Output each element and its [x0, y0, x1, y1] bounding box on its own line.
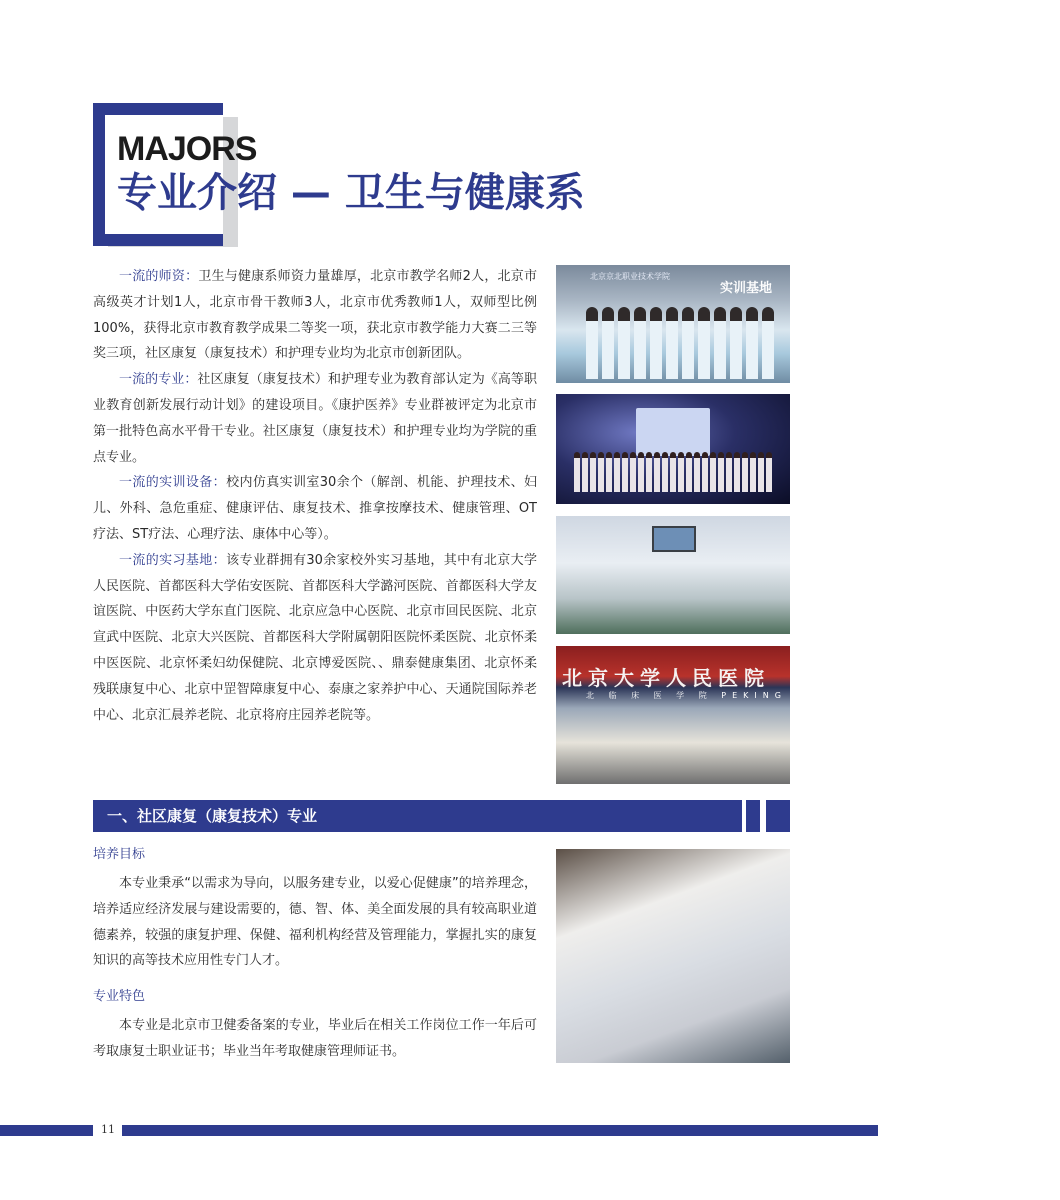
section-bar-accent	[746, 800, 760, 832]
feature-text	[93, 1013, 537, 1065]
feature-paragraph: 本专业是北京市卫健委备案的专业，毕业后在相关工作岗位工作一年后可考取康复士职业证书；毕业当年考取健康管理师证书。	[93, 1018, 537, 1059]
photo-stage-ceremony	[556, 394, 790, 504]
photo-faculty-group	[556, 265, 790, 383]
intro-body: 社区康复（康复技术）和护理专业为教育部认定为《高等职业教育创新发展行动计划》的建设项目。《康护医养》专业群被评定为北京市第一批特色高水平骨干专业。社区康复（康复技术）和护理专业均为学院的重点专业。	[93, 372, 537, 465]
goal-heading: 培养目标	[93, 847, 146, 862]
intro-text	[93, 264, 537, 728]
section-bar-main	[93, 800, 742, 832]
footer-bar-right	[122, 1125, 878, 1136]
hospital-sign: 北京大学人民医院	[562, 666, 770, 690]
photo-rehab-practice	[556, 849, 790, 1063]
page-number: 11	[101, 1123, 115, 1136]
intro-body: 该专业群拥有30余家校外实习基地，其中有北京大学人民医院、首都医科大学佑安医院、首都医科大学潞河医院、首都医科大学友谊医院、中医药大学东直门医院、北京应急中心医院、北京市回民医院、北京宣武中医院、北京大兴医院、首都医科大学附属朝阳医院怀柔医院、北京怀柔中医医院、北京怀柔妇幼保健院、北京博爱医院、、鼎泰健康集团、北京怀柔残联康复中心、北京中罡智障康复中心、泰康之家养护中心、天通院国际养老中心、北京汇晨养老院、北京将府庄园养老院等。	[93, 552, 537, 723]
intro-paragraph-internship	[93, 548, 537, 729]
goal-text	[93, 871, 537, 974]
intro-body: 校内仿真实训室30余个（解剖、机能、护理技术、妇儿、外科、急危重症、健康评估、康复技术、推拿按摩技术、健康管理、OT疗法、ST疗法、心理疗法、康体中心等）。	[93, 475, 537, 542]
intro-paragraph-faculty	[93, 264, 537, 367]
feature-heading: 专业特色	[93, 989, 146, 1004]
intro-paragraph-majors	[93, 367, 537, 470]
people-figures	[574, 452, 772, 492]
intro-body: 卫生与健康系师资力量雄厚，北京市教学名师2人，北京市高级英才计划1人，北京市骨干教师3人，北京市优秀教师1人，双师型比例100%，获得北京市教育教学成果二等奖一项，获北京市教学能力大赛二三等奖三项，社区康复（康复技术）和护理专业均为北京市创新团队。	[93, 269, 537, 362]
photo-sign: 实训基地	[719, 281, 772, 296]
lab-screen	[652, 526, 696, 552]
people-figures	[586, 307, 774, 379]
photo-caption: 北京京北职业技术学院	[590, 272, 670, 281]
photo-hospital-building	[556, 646, 1060, 784]
page-title-english: MAJORS	[117, 130, 257, 168]
intro-label: 一流的实习基地：	[119, 552, 227, 568]
footer-bar-left	[0, 1125, 93, 1136]
section-header-bar	[93, 800, 790, 832]
intro-label: 一流的实训设备：	[119, 475, 227, 491]
intro-label: 一流的专业：	[119, 372, 198, 388]
hospital-subsign: 北 临 床 医 学 院 PEKING UNIVERSITY SECOND SCHOOL	[586, 691, 1060, 700]
intro-label: 一流的师资：	[119, 269, 199, 284]
stage-screen	[636, 408, 710, 456]
section-bar-accent	[766, 800, 790, 832]
section-title: 一、社区康复（康复技术）专业	[107, 807, 318, 825]
intro-paragraph-equipment	[93, 470, 537, 547]
page-title-chinese: 专业介绍 — 卫生与健康系	[117, 170, 585, 216]
goal-paragraph: 本专业秉承“以需求为导向，以服务建专业，以爱心促健康”的培养理念，培养适应经济发展与建设需要的，德、智、体、美全面发展的具有较高职业道德素养，较强的康复护理、保健、福利机构经营及管理能力，掌握扎实的康复知识的高等技术应用性专门人才。	[93, 876, 537, 969]
photo-training-lab	[556, 516, 790, 634]
